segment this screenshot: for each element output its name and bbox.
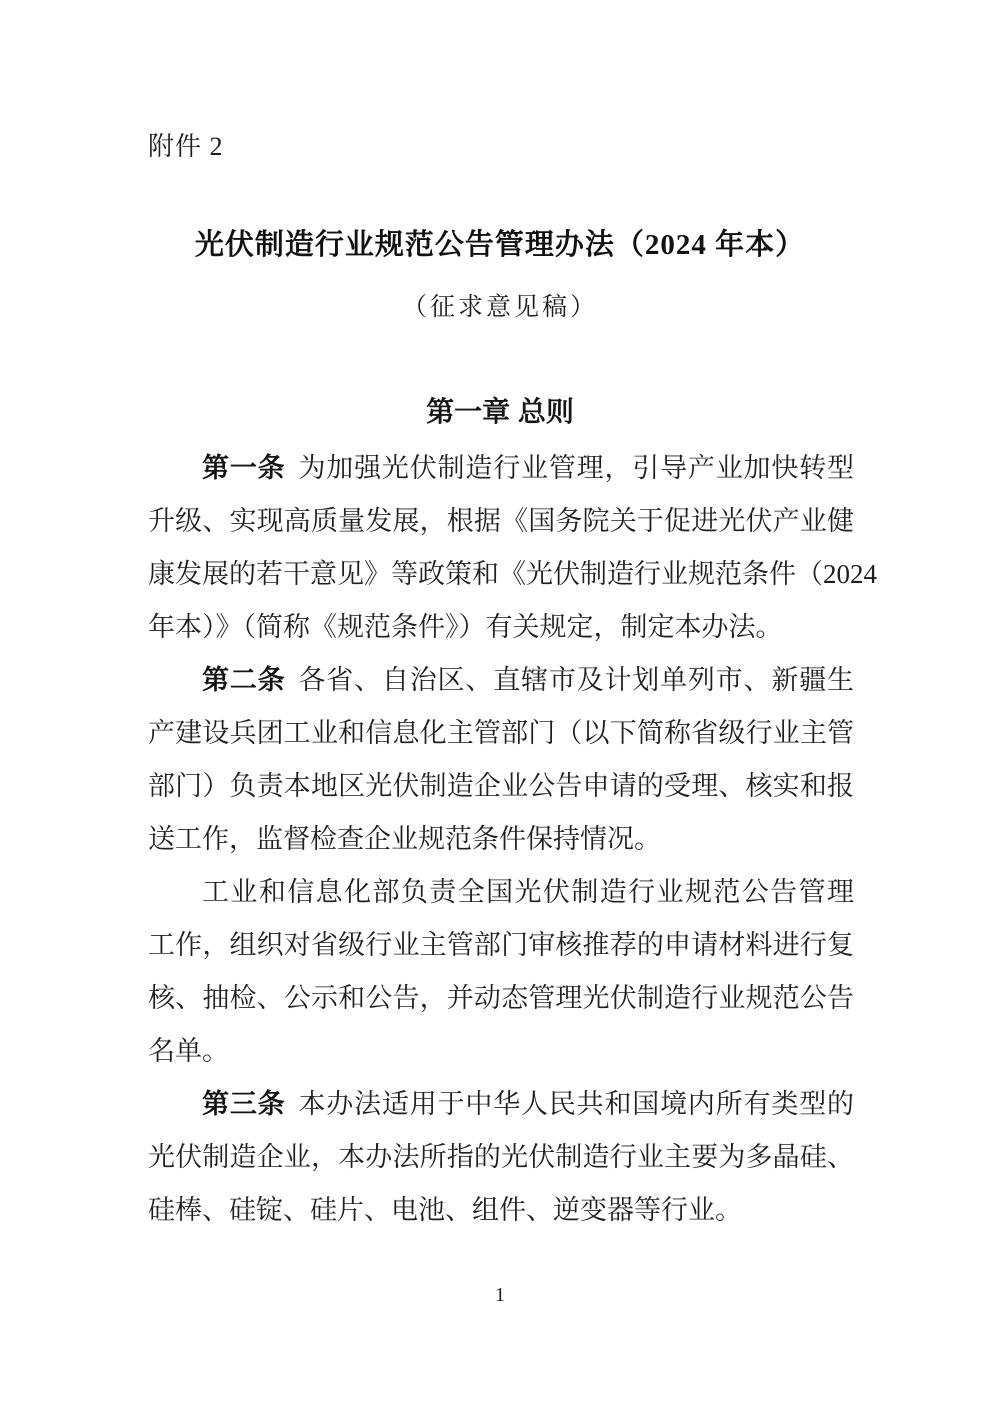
text-line: 产建设兵团工业和信息化主管部门（以下简称省级行业主管 (148, 718, 854, 748)
text-line (148, 442, 854, 495)
text-line-content: 工业和信息化部负责全国光伏制造行业规范公告管理 (202, 877, 854, 907)
text-line: 康发展的若干意见》等政策和《光伏制造行业规范条件（2024 (148, 559, 877, 589)
document-body (148, 442, 877, 1237)
text-line (148, 1078, 854, 1131)
article-paragraph (148, 654, 854, 866)
text-line (148, 654, 854, 707)
text-line: 部门）负责本地区光伏制造企业公告申请的受理、核实和报 (148, 771, 854, 801)
article-paragraph (148, 1078, 854, 1237)
text-line: 硅棒、硅锭、硅片、电池、组件、逆变器等行业。 (148, 1195, 742, 1225)
document-subtitle: （征求意见稿） (401, 294, 598, 321)
chapter-heading: 第一章 总则 (426, 396, 574, 427)
text-line: 名单。 (148, 1036, 229, 1066)
article-number: 第三条 (202, 1089, 286, 1119)
article-number: 第一条 (202, 453, 286, 483)
text-line-content: 各省、自治区、直辖市及计划单列市、新疆生 (298, 665, 855, 695)
text-line-content: 为加强光伏制造行业管理，引导产业加快转型 (298, 453, 855, 483)
text-line: 工作，组织对省级行业主管部门审核推荐的申请材料进行复 (148, 930, 854, 960)
attachment-label: 附件 2 (148, 132, 224, 161)
text-line: 年本）》（简称《规范条件》）有关规定，制定本办法。 (148, 612, 783, 642)
text-line-content: 本办法适用于中华人民共和国境内所有类型的 (298, 1089, 855, 1119)
text-line: 核、抽检、公示和公告，并动态管理光伏制造行业规范公告 (148, 983, 854, 1013)
text-line (148, 866, 854, 919)
article-paragraph (148, 442, 877, 654)
text-line: 光伏制造企业，本办法所指的光伏制造行业主要为多晶硅、 (148, 1142, 854, 1172)
text-line: 送工作，监督检查企业规范条件保持情况。 (148, 824, 661, 854)
article-number: 第二条 (202, 665, 286, 695)
article-paragraph (148, 866, 854, 1078)
page-number: 1 (495, 1284, 505, 1306)
document-title: 光伏制造行业规范公告管理办法（2024 年本） (194, 229, 806, 261)
text-line: 升级、实现高质量发展，根据《国务院关于促进光伏产业健 (148, 506, 854, 536)
